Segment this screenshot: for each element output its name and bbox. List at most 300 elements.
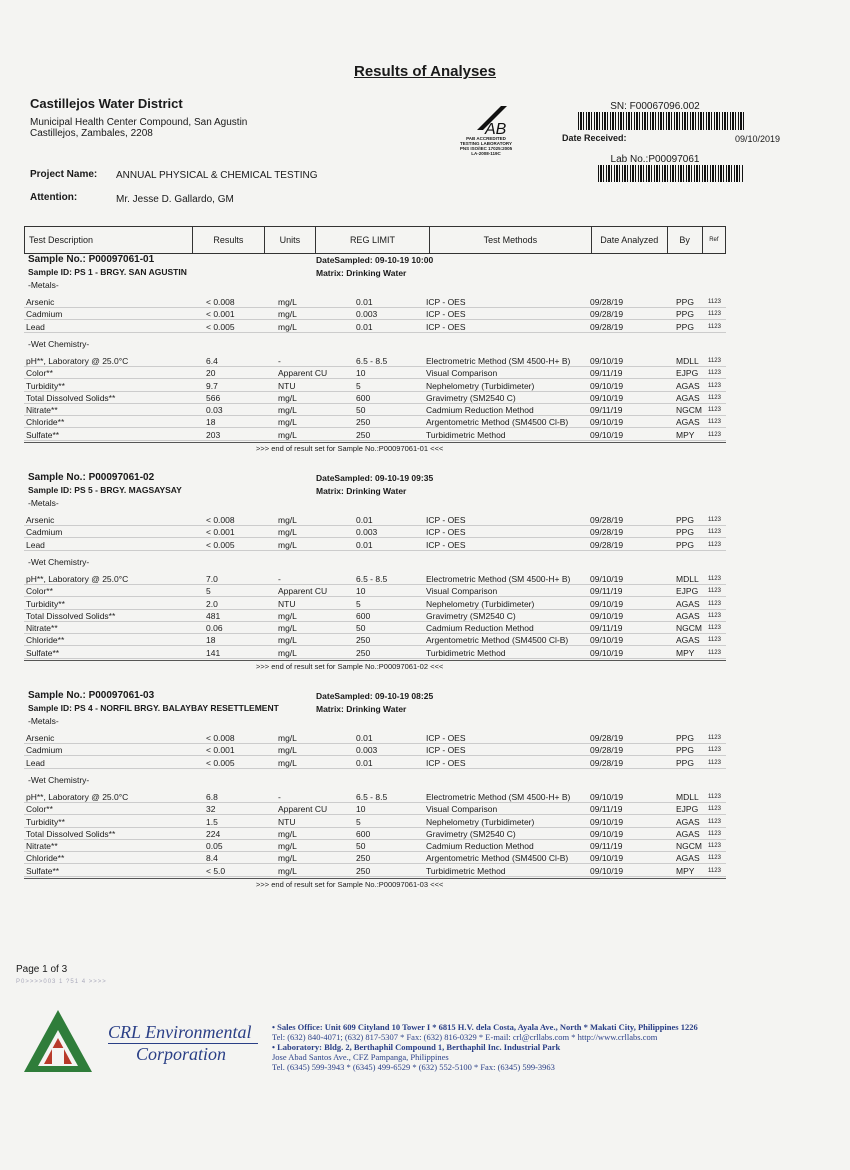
result-value: < 0.001 [206,527,235,538]
date-analyzed: 09/10/19 [590,417,624,428]
analyst: AGAS [676,417,700,428]
reg-limit: 600 [356,392,371,403]
row-divider [24,768,726,769]
reg-limit: 10 [356,586,366,597]
unit: mg/L [278,405,297,416]
unit: mg/L [278,610,297,621]
ref-code: 1123 [708,637,721,644]
reg-limit: 6.5 - 8.5 [356,355,388,366]
accreditation-line: LA-2008-119C [471,151,501,156]
serial-number: SN: F00067096.002 [610,101,700,112]
test-method: ICP - OES [426,309,466,320]
unit: Apparent CU [278,804,328,815]
ref-code: 1123 [708,600,721,607]
reg-limit: 600 [356,610,371,621]
result-value: 1.5 [206,816,218,827]
unit: Apparent CU [278,368,328,379]
analyst: PPG [676,539,694,550]
analyst: MDLL [676,791,699,802]
date-received-value: 09/10/2019 [734,134,780,144]
analyst: AGAS [676,380,700,391]
analyst: AGAS [676,392,700,403]
date-analyzed: 09/28/19 [590,539,624,550]
result-value: 18 [206,417,216,428]
result-value: < 0.005 [206,321,235,332]
reg-limit: 0.003 [356,309,378,320]
test-method: Gravimetry (SM2540 C) [426,392,516,403]
ref-code: 1123 [708,529,721,536]
result-value: 2.0 [206,598,218,609]
ref-code: 1123 [708,541,721,548]
ref-code: 1123 [708,575,721,582]
unit: Apparent CU [278,586,328,597]
analyst: AGAS [676,816,700,827]
reg-limit: 10 [356,804,366,815]
result-value: < 0.008 [206,733,235,743]
client-name: Castillejos Water District [30,96,183,111]
result-value: 9.7 [206,380,218,391]
ref-code: 1123 [708,843,721,850]
group-label-metals: -Metals- [28,498,59,508]
sample-id: Sample ID: PS 1 - BRGY. SAN AGUSTIN [28,267,187,277]
header-ref: Ref [702,227,725,254]
analyst: PPG [676,297,694,307]
test-description: Total Dissolved Solids** [26,392,116,403]
test-description: Chloride** [26,853,65,864]
unit: mg/L [278,841,297,852]
lab-number: Lab No.:P00097061 [610,154,700,165]
test-description: Lead [26,539,45,550]
result-value: < 0.005 [206,539,235,550]
project-name: ANNUAL PHYSICAL & CHEMICAL TESTING [116,170,318,181]
result-value: 7.0 [206,573,218,584]
sample-matrix: Matrix: Drinking Water [316,704,407,714]
test-description: Arsenic [26,515,55,525]
sample-number: Sample No.: P00097061-02 [28,472,155,483]
analyst: NGCM [676,405,702,416]
reg-limit: 250 [356,865,371,876]
reg-limit: 5 [356,598,361,609]
sample-section [24,472,726,682]
test-description: Lead [26,321,45,332]
row-divider [24,876,726,877]
section-end-rule [24,878,726,879]
unit: - [278,791,281,802]
date-analyzed: 09/10/19 [590,635,624,646]
result-value: 32 [206,804,216,815]
footer-laboratory-address: Jose Abad Santos Ave., CFZ Pampanga, Philippines [272,1052,449,1062]
date-analyzed: 09/10/19 [590,392,624,403]
test-description: Chloride** [26,417,65,428]
ref-code: 1123 [708,431,721,438]
footer-sales-office: • Sales Office: Unit 609 Cityland 10 Tower I * 6815 H.V. dela Costa, Ayala Ave., North * Makati City, Philippines 1226 [272,1022,698,1032]
reg-limit: 0.01 [356,733,373,743]
reg-limit: 6.5 - 8.5 [356,573,388,584]
test-method: Cadmium Reduction Method [426,841,534,852]
sample-number: Sample No.: P00097061-03 [28,690,155,701]
reg-limit: 250 [356,429,371,440]
company-name-line-2: Corporation [136,1044,227,1064]
test-method: ICP - OES [426,297,466,307]
date-analyzed: 09/28/19 [590,515,624,525]
analyst: AGAS [676,610,700,621]
sample-id: Sample ID: PS 4 - NORFIL BRGY. BALAYBAY RESETTLEMENT [28,703,279,713]
result-value: 8.4 [206,853,218,864]
date-analyzed: 09/11/19 [590,586,623,597]
reg-limit: 0.003 [356,745,378,756]
test-description: Total Dissolved Solids** [26,610,116,621]
analyst: PPG [676,321,694,332]
test-method: Turbidimetric Method [426,865,506,876]
reg-limit: 50 [356,623,366,634]
date-analyzed: 09/10/19 [590,647,624,658]
date-analyzed: 09/28/19 [590,733,624,743]
sample-number: Sample No.: P00097061-01 [28,254,155,265]
result-value: 224 [206,828,221,839]
date-analyzed: 09/10/19 [590,598,624,609]
analyst: AGAS [676,853,700,864]
test-description: Sulfate** [26,865,60,876]
row-divider [24,658,726,659]
crl-logo-icon [22,1008,94,1080]
footer-laboratory-contact: Tel. (6345) 599-3943 * (6345) 499-6529 * (632) 552-5100 * Fax: (6345) 599-3963 [272,1062,555,1072]
reg-limit: 6.5 - 8.5 [356,791,388,802]
group-label-metals: -Metals- [28,280,59,290]
analyst: MPY [676,647,695,658]
sample-id: Sample ID: PS 5 - BRGY. MAGSAYSAY [28,485,182,495]
test-method: Argentometric Method (SM4500 Cl-B) [426,853,569,864]
serial-barcode [578,112,746,130]
unit: mg/L [278,429,297,440]
result-value: 203 [206,429,221,440]
date-analyzed: 09/11/19 [590,841,623,852]
result-value: 0.03 [206,405,223,416]
reg-limit: 5 [356,816,361,827]
ref-code: 1123 [708,588,721,595]
analyst: AGAS [676,828,700,839]
client-address [30,117,247,139]
row-divider [24,332,726,333]
ref-code: 1123 [708,806,721,813]
result-value: 481 [206,610,221,621]
test-description: Color** [26,804,53,815]
test-method: Nephelometry (Turbidimeter) [426,816,535,827]
reg-limit: 0.01 [356,297,373,307]
reg-limit: 50 [356,841,366,852]
analyst: AGAS [676,635,700,646]
test-description: Nitrate** [26,841,58,852]
analyst: PPG [676,745,694,756]
unit: mg/L [278,392,297,403]
company-name-line-1: CRL Environmental [108,1022,252,1042]
ref-code: 1123 [708,517,721,523]
test-description: Cadmium [26,745,63,756]
test-description: Arsenic [26,297,55,307]
reg-limit: 10 [356,368,366,379]
unit: - [278,355,281,366]
reg-limit: 0.01 [356,515,373,525]
test-method: ICP - OES [426,745,466,756]
reg-limit: 5 [356,380,361,391]
test-description: pH**, Laboratory @ 25.0°C [26,573,129,584]
accreditation-text [440,136,532,156]
analyst: PPG [676,527,694,538]
date-analyzed: 09/10/19 [590,610,624,621]
header-by: By [667,227,702,254]
sample-matrix: Matrix: Drinking Water [316,268,407,278]
reg-limit: 250 [356,647,371,658]
sample-section [24,254,726,464]
test-method: Turbidimetric Method [426,647,506,658]
unit: mg/L [278,635,297,646]
accreditation-line: PNS ISO/IEC 17025:2005 [459,146,513,151]
unit: mg/L [278,515,297,525]
results-table-header [24,226,726,254]
attention-name: Mr. Jesse D. Gallardo, GM [116,194,234,205]
test-method: Gravimetry (SM2540 C) [426,828,516,839]
test-description: Cadmium [26,309,63,320]
test-description: Lead [26,757,45,768]
test-description: Turbidity** [26,380,65,391]
test-description: Color** [26,586,53,597]
test-description: Nitrate** [26,623,58,634]
test-description: Total Dissolved Solids** [26,828,116,839]
test-description: Turbidity** [26,598,65,609]
date-sampled: DateSampled: 09-10-19 09:35 [316,473,434,483]
reg-limit: 0.01 [356,321,373,332]
date-analyzed: 09/11/19 [590,368,623,379]
date-analyzed: 09/28/19 [590,757,624,768]
test-method: ICP - OES [426,733,466,743]
ref-code: 1123 [708,818,721,825]
test-method: ICP - OES [426,321,466,332]
group-label-metals: -Metals- [28,716,59,726]
header-test-methods: Test Methods [429,227,591,254]
test-method: Electrometric Method (SM 4500-H+ B) [426,355,571,366]
date-analyzed: 09/10/19 [590,865,624,876]
ref-code: 1123 [708,747,721,754]
date-analyzed: 09/11/19 [590,804,623,815]
test-description: pH**, Laboratory @ 25.0°C [26,791,129,802]
date-analyzed: 09/10/19 [590,355,624,366]
result-value: < 0.001 [206,309,235,320]
test-description: Arsenic [26,733,55,743]
header-date-analyzed: Date Analyzed [592,227,668,254]
accreditation-line: PAB ACCREDITED [466,136,506,141]
ref-code: 1123 [708,382,721,389]
section-end-rule [24,660,726,661]
page-id-code: P0>>>>003 1 ?51 4 >>>> [16,979,107,985]
ref-code: 1123 [708,867,721,874]
result-value: < 5.0 [206,865,226,876]
unit: mg/L [278,623,297,634]
ref-code: 1123 [708,394,721,401]
ref-code: 1123 [708,323,721,330]
ref-code: 1123 [708,370,721,377]
ref-code: 1123 [708,419,721,426]
reg-limit: 250 [356,853,371,864]
page-number: Page 1 of 3 [16,964,68,975]
date-analyzed: 09/10/19 [590,429,624,440]
lab-barcode [598,165,744,182]
analyst: EJPG [676,586,699,597]
test-method: Visual Comparison [426,586,498,597]
header-reg-limit: REG LIMIT [316,227,430,254]
test-method: ICP - OES [426,757,466,768]
group-label-wet-chemistry: -Wet Chemistry- [28,338,90,349]
unit: mg/L [278,321,297,332]
analyst: MDLL [676,573,699,584]
analyst: NGCM [676,623,702,634]
test-method: Electrometric Method (SM 4500-H+ B) [426,791,571,802]
test-description: Sulfate** [26,647,60,658]
end-of-result-set: >>> end of result set for Sample No.:P00097061-01 <<< [256,444,444,453]
result-value: < 0.005 [206,757,235,768]
unit: mg/L [278,865,297,876]
header-test-description: Test Description [25,227,193,254]
unit: mg/L [278,297,297,307]
unit: NTU [278,598,296,609]
result-value: 5 [206,586,211,597]
test-description: Chloride** [26,635,65,646]
test-method: Gravimetry (SM2540 C) [426,610,516,621]
reg-limit: 250 [356,635,371,646]
date-received-label: Date Received: [562,133,627,143]
unit: - [278,573,281,584]
row-divider [24,440,726,441]
unit: mg/L [278,647,297,658]
date-analyzed: 09/10/19 [590,816,624,827]
date-sampled: DateSampled: 09-10-19 10:00 [316,255,434,265]
test-method: Argentometric Method (SM4500 Cl-B) [426,635,569,646]
result-value: 6.8 [206,791,218,802]
test-method: Cadmium Reduction Method [426,405,534,416]
date-analyzed: 09/28/19 [590,745,624,756]
project-label: Project Name: [30,169,98,180]
date-analyzed: 09/10/19 [590,853,624,864]
end-of-result-set: >>> end of result set for Sample No.:P00097061-02 <<< [256,662,444,671]
sample-section [24,690,726,900]
test-description: pH**, Laboratory @ 25.0°C [26,355,129,366]
date-analyzed: 09/10/19 [590,573,624,584]
analyst: PPG [676,515,694,525]
ref-code: 1123 [708,830,721,837]
footer-sales-contact: Tel: (632) 840-4071; (632) 817-5307 * Fax: (632) 816-0329 * E-mail: crl@crllabs.com * http://www.crllabs.com [272,1032,658,1042]
test-method: Electrometric Method (SM 4500-H+ B) [426,573,571,584]
test-method: Visual Comparison [426,804,498,815]
ref-code: 1123 [708,612,721,619]
test-method: ICP - OES [426,527,466,538]
date-analyzed: 09/28/19 [590,527,624,538]
reg-limit: 600 [356,828,371,839]
attention-label: Attention: [30,192,78,203]
ref-code: 1123 [708,299,721,305]
test-description: Cadmium [26,527,63,538]
group-label-wet-chemistry: -Wet Chemistry- [28,774,90,785]
test-description: Sulfate** [26,429,60,440]
unit: NTU [278,380,296,391]
unit: mg/L [278,733,297,743]
ref-code: 1123 [708,759,721,766]
test-method: ICP - OES [426,515,466,525]
analyst: PPG [676,309,694,320]
client-address-line-2: Castillejos, Zambales, 2208 [30,128,153,139]
analyst: MPY [676,429,695,440]
date-analyzed: 09/28/19 [590,297,624,307]
result-value: 141 [206,647,221,658]
sample-matrix: Matrix: Drinking Water [316,486,407,496]
analyst: MDLL [676,355,699,366]
ref-code: 1123 [708,625,721,632]
test-method: Turbidimetric Method [426,429,506,440]
ref-code: 1123 [708,649,721,656]
date-analyzed: 09/10/19 [590,791,624,802]
analyst: EJPG [676,368,699,379]
header-units: Units [264,227,315,254]
test-method: Nephelometry (Turbidimeter) [426,380,535,391]
analyst: PPG [676,757,694,768]
test-description: Color** [26,368,53,379]
analyst: AGAS [676,598,700,609]
unit: mg/L [278,828,297,839]
result-value: 18 [206,635,216,646]
result-value: 0.06 [206,623,223,634]
result-value: 20 [206,368,216,379]
result-value: 566 [206,392,221,403]
test-description: Nitrate** [26,405,58,416]
test-method: Visual Comparison [426,368,498,379]
ref-code: 1123 [708,735,721,741]
date-sampled: DateSampled: 09-10-19 08:25 [316,691,434,701]
unit: mg/L [278,527,297,538]
ref-code: 1123 [708,357,721,364]
unit: mg/L [278,757,297,768]
end-of-result-set: >>> end of result set for Sample No.:P00097061-03 <<< [256,880,444,889]
test-method: Cadmium Reduction Method [426,623,534,634]
analyst: EJPG [676,804,699,815]
test-method: ICP - OES [426,539,466,550]
test-description: Turbidity** [26,816,65,827]
reg-limit: 50 [356,405,366,416]
result-value: < 0.008 [206,297,235,307]
footer-laboratory: • Laboratory: Bldg. 2, Berthaphil Compound 1, Berthaphil Inc. Industrial Park [272,1042,561,1052]
date-analyzed: 09/28/19 [590,321,624,332]
date-analyzed: 09/10/19 [590,380,624,391]
test-method: Argentometric Method (SM4500 Cl-B) [426,417,569,428]
header-results: Results [193,227,265,254]
result-value: < 0.008 [206,515,235,525]
unit: NTU [278,816,296,827]
result-value: < 0.001 [206,745,235,756]
reg-limit: 0.003 [356,527,378,538]
test-method: Nephelometry (Turbidimeter) [426,598,535,609]
date-analyzed: 09/11/19 [590,405,623,416]
client-address-line-1: Municipal Health Center Compound, San Agustin [30,117,248,128]
reg-limit: 250 [356,417,371,428]
ref-code: 1123 [708,311,721,318]
analyst: NGCM [676,841,702,852]
result-value: 6.4 [206,355,218,366]
analyst: MPY [676,865,695,876]
unit: mg/L [278,853,297,864]
unit: mg/L [278,539,297,550]
page-title: Results of Analyses [354,63,496,80]
ref-code: 1123 [708,855,721,862]
date-analyzed: 09/10/19 [590,828,624,839]
unit: mg/L [278,745,297,756]
reg-limit: 0.01 [356,539,373,550]
unit: mg/L [278,417,297,428]
